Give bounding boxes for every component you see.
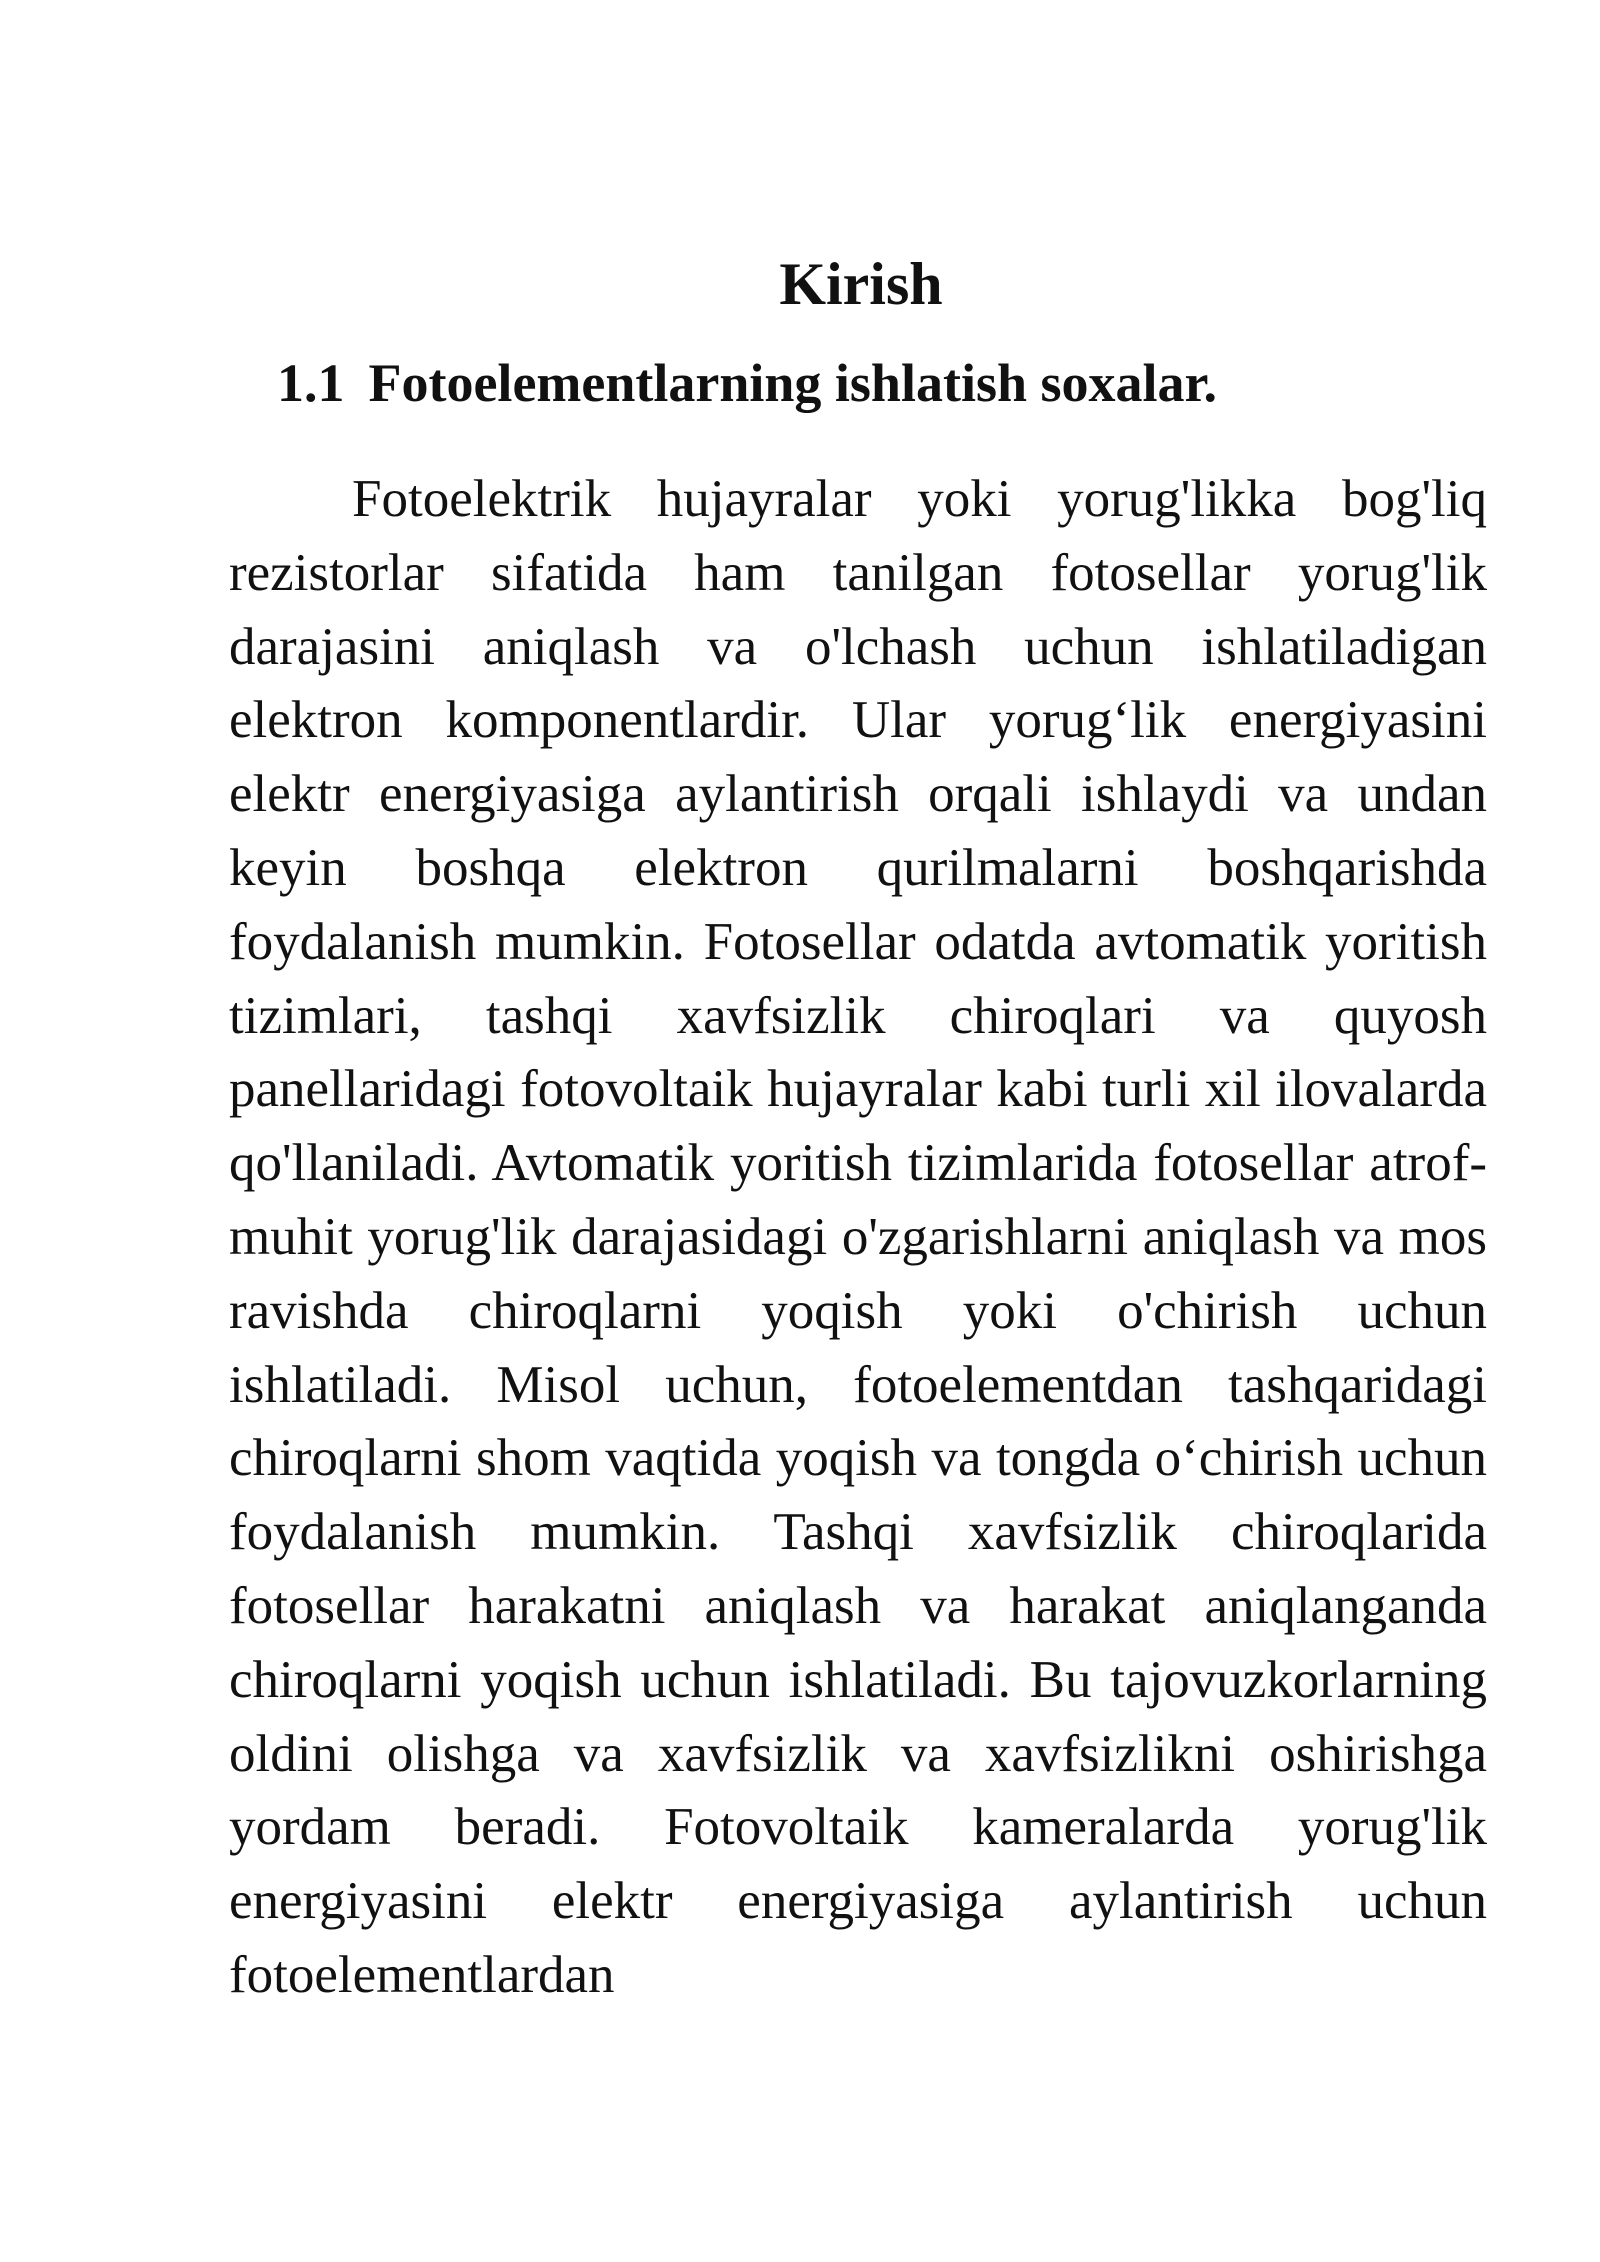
body-paragraph: Fotoelektrik hujayralar yoki yorug'likka bog'liq rezistorlar sifatida ham tanilgan fotosellar yorug'lik darajasini aniqlash va o'lchash uchun ishlatiladigan elektron komponentlardir. Ular yorug‘lik energiyasini elektr energiyasiga aylantirish orqali ishlaydi va undan keyin boshqa elektron qurilmalarni boshqarishda foydalanish mumkin. Fotosellar odatda avtomatik yoritish tizimlari, tashqi xavfsizlik chiroqlari va quyosh panellaridagi fotovoltaik hujayralar kabi turli xil ilovalarda qo'llaniladi. Avtomatik yoritish tizimlarida fotosellar atrof-muhit yorug'lik darajasidagi o'zgarishlarni aniqlash va mos ravishda chiroqlarni yoqish yoki o'chirish uchun ishlatiladi. Misol uchun, fotoelementdan tashqaridagi chiroqlarni shom vaqtida yoqish va tongda o‘chirish uchun foydalanish mumkin. Tashqi xavfsizlik chiroqlarida fotosellar harakatni aniqlash va harakat aniqlanganda chiroqlarni yoqish uchun ishlatiladi. Bu tajovuzkorlarning oldini olishga va xavfsizlik va xavfsizlikni oshirishga yordam beradi. Fotovoltaik kameralarda yorug'lik energiyasini elektr energiyasiga aylantirish uchun fotoelementlardan — [229, 470, 1487, 2004]
section-number: 1.1 — [277, 353, 345, 413]
document-title: Kirish — [779, 251, 943, 317]
section-heading — [277, 350, 1217, 416]
section-heading-text: Fotoelementlarning ishlatish soxalar. — [368, 353, 1218, 413]
